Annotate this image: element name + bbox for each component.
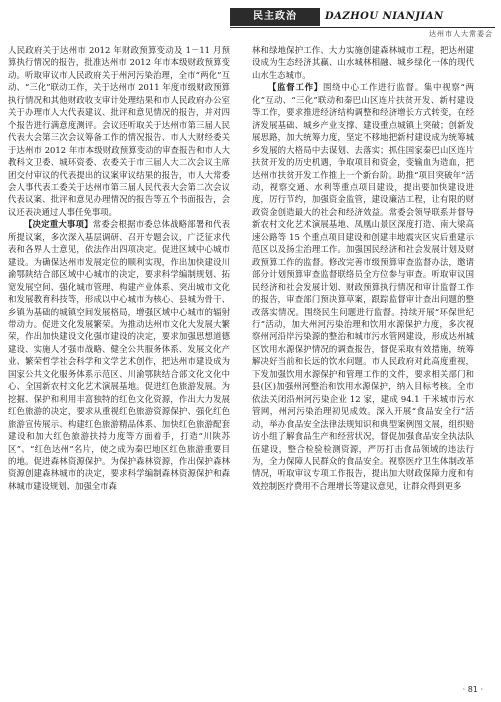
- left-paragraph-2-body: 常委会根据市委总体战略部署和代表所提议案，多次深入基层调研、召开专题会议，广泛征求代表和各界人士意见，依法作出四项决定。促进区域中心城市建设。为确保达州市发展定位的顺利实现，作出加快建设川渝鄂陕结合部区域中心城市的决定，要求科学编制规划、拓宽发展空间、强化城市管理、构建产业体系、突出城市文化和发展教育科技等，形成以中心城市为核心、县城为骨干、乡镇为基础的城镇空间发展格局，增强区域中心城市的辐射带动力。促进文化发展繁荣。为推动达州市文化大发展大繁荣，作出加快建设文化强市建设的决定，要求加强思想道德建设、实施人才强市战略、健全公共服务体系、发展文化产业、繁荣哲学社会科学和文学艺术创作，把达州市建设成为国家公共文化服务体系示范区、川渝鄂陕结合部文化文化中心、全国新农村文化艺术演展基地。促进红色旅游发展。为挖掘、保护和利用丰富独特的红色文化资源，作出大力发展红色旅游的决定，要求从重视红色旅游资源保护、强化红色旅游宣传展示、构建红色旅游精品体系、加快红色旅游配套建设和加大红色旅游扶持力度等方面着手，打造“川陕苏区”、“红色达州”名片，使之成为秦巴地区红色旅游重要目的地。促进森林资源保护。为保护森林资源，作出保护森林资源创建森林城市的决定，要求科学编制森林资源保护和森林城市建设规划、加强全市森: [8, 219, 231, 491]
- left-column: [8, 44, 230, 492]
- page-header: [0, 8, 501, 42]
- left-paragraph-1: 人民政府关于达州市 2012 年财政预算变动及 1－11 月预算执行情况的报告，批准达州市 2012 年市本级财政预算变动。听取审议市人民政府关于州河污染治理，全市“两化”互动、“三化”联动工作，关于达州市 2011 年度市级财政预算执行情况和其他财政收支审计处理结果和市人民政府办公室关于办理市人大代表建议、批评和意见情况的报告，并对四个报告进行满意度测评。会议还听取关于达州市第三届人民代表大会第三次会议筹备工作的情况报告、市人大财经委关于达州市 2012 年市本级财政预算变动的审查报告和市人大教科文卫委、城环资委、农委关于市三届人大二次会议主席团交付审议的代表提出的议案审议结果的报告，市人大常委会人事代表工委关于达州市第三届人民代表大会第二次会议代表议案、批评和意见办理情况的报告等五个书面报告，会议还表决通过人事任免事项。: [8, 45, 230, 217]
- right-paragraph-1: 林和绿地保护工作、大力实施创建森林城市工程，把达州建设成为生态经济其赢、山水城林相融、城乡绿化一体的现代山水生态城市。: [252, 45, 474, 80]
- page-number: · 81 ·: [462, 685, 483, 694]
- right-column: [252, 44, 474, 492]
- magazine-subtitle: 达州市人大常委会: [429, 30, 493, 38]
- right-paragraph-2-body: 围绕中心工作进行监督。集中视察“两化”互动、“三化”联动和秦巴山区连片扶贫开发、新村建设等工作，要求推进经济结构调整和经济增长方式转变，在经济发展基础、城乡产业支撑、建设重点城镇上突破；创新发展思路，加大统筹力度，坚定不移地把新村建设成为统筹城乡发展的大格局中去谋划、去落实；抓住国家秦巴山区连片扶贫开发的历史机遇，争取项目和资金，变输血为造血，把达州市扶贫开发工作推上一个新台阶。助推“项目突破年”活动，视察交通、水利等重点项目建设，提出要加快建设进度，厉行节约，加强资金监管，建设廉洁工程，让有限的财政资金创造最大的社会和经济效益。常委会领导联系并督导新农村文化艺术演展基地、凤凰山景区深度打造、南大梁高速公路等 15 个重点项目建设和创建丰地震灾区灾后重建示范区以及扬尘治理工作。加强国民经济和社会发展计划及财政预算工作的监督。修改完善市级预算审查监督办法，邀请部分计划预算审查监督联络员全方位参与审查。听取审议国民经济和社会发展计划、财政预算执行情况和审计监督工作的报告，审查部门预决算草案，跟踪监督审计查出问题的整改落实情况。围绕民生问题进行监督。持续开展“环保世纪行”活动，加大州河污染治理和饮用水源保护力度，多次视察州河沿岸污染源的整治和城市污水管网建设，形成达州城区饮用水源保护情况的调查报告，督促采取有效措施，统筹解决好当前和长远的饮水问题。市人民政府对此高度重视，下发加强饮用水源保护和管理工作的文件，要求相关部门和县(区)加强州河整治和饮用水源保护，纳入目标考核。全市依法关闭沿州河污染企业 12 家，建成 94.1 千米城市污水管网，州河污染治理初见成效。深入开展“食品安全行”活动，举办食品安全法律法规知识和典型案例图文展，组织赔访小组了解食品生产和经营状况，督促加强食品安全执法队伍建设，整合检验检测资源，严厉打击食品领域的违法行为，全力保障人民群众的食品安全。视察医疗卫生体制改革情况，听取审议专项工作报告，提出加大财政保障力度和有效控制医疗费用不合理增长等建议意见，让群众得到更多: [252, 82, 475, 491]
- left-paragraph-2: [8, 218, 230, 492]
- section-heading-decisions: 【决定重大事项】: [23, 219, 93, 230]
- section-tag: 民主政治: [230, 8, 320, 26]
- header-rule: [230, 27, 495, 28]
- section-heading-supervision: 【监督工作】: [267, 82, 323, 93]
- right-paragraph-2: [252, 81, 474, 492]
- magazine-title: DAZHOU NIANJIAN: [325, 11, 444, 22]
